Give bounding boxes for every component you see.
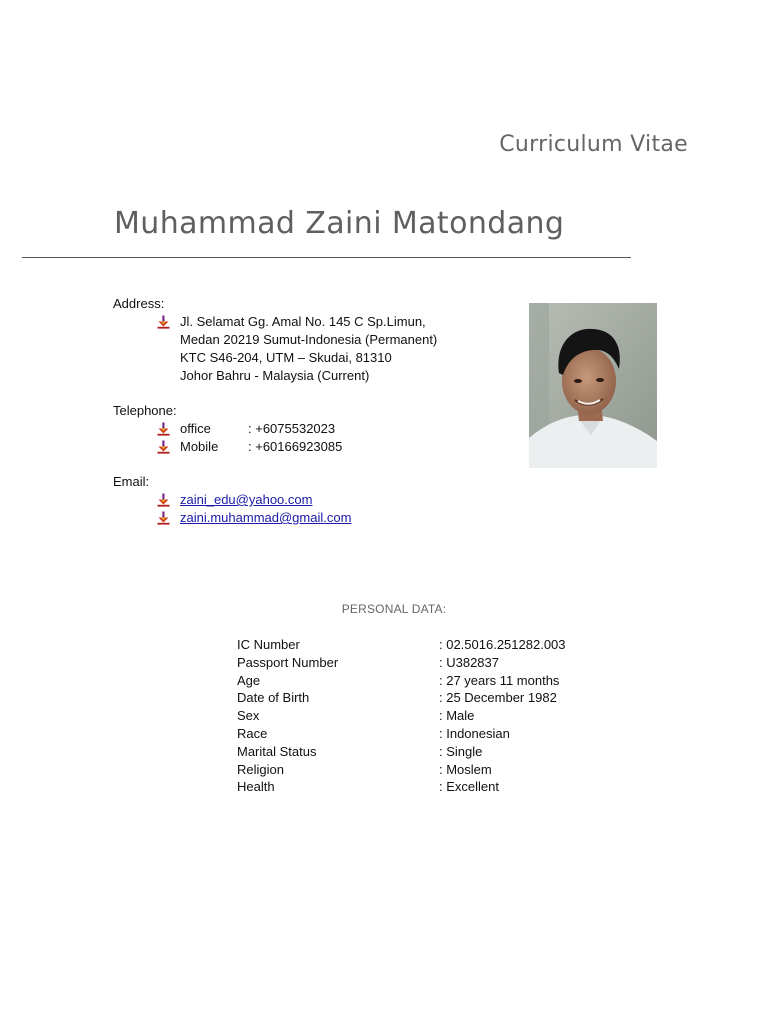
arrow-bullet-icon [157,315,171,329]
address-label: Address: [113,296,165,311]
email-link-gmail[interactable]: zaini.muhammad@gmail.com [180,510,352,525]
person-name: Muhammad Zaini Matondang [114,206,565,241]
telephone-type: Mobile [180,439,219,454]
personal-data-row: Marital Status : Single [237,743,483,759]
arrow-bullet-icon [157,493,171,507]
email-link-yahoo[interactable]: zaini_edu@yahoo.com [180,492,313,507]
telephone-number: : +6075532023 [248,421,336,436]
arrow-bullet-icon [157,422,171,436]
personal-data-row: Age : 27 years 11 months [237,672,560,688]
personal-data-row: Sex : Male [237,708,475,724]
personal-data-heading: PERSONAL DATA: [341,602,447,616]
email-label: Email: [113,474,150,489]
personal-data-row: Race : Indonesian [237,725,510,741]
arrow-bullet-icon [157,440,171,454]
horizontal-rule [22,257,631,258]
telephone-number: : +60166923085 [248,439,343,454]
personal-data-table [237,636,637,796]
personal-data-row: Passport Number : U382837 [237,654,499,670]
personal-data-row: Health : Excellent [237,779,499,795]
document-title: Curriculum Vitae [499,132,688,157]
telephone-type: office [180,421,211,436]
personal-data-row: Religion : Moslem [237,761,492,777]
profile-photo [529,303,657,468]
arrow-bullet-icon [157,511,171,525]
personal-data-row: IC Number : 02.5016.251282.003 [237,637,566,652]
telephone-label: Telephone: [113,403,177,418]
personal-data-row: Date of Birth : 25 December 1982 [237,690,557,706]
